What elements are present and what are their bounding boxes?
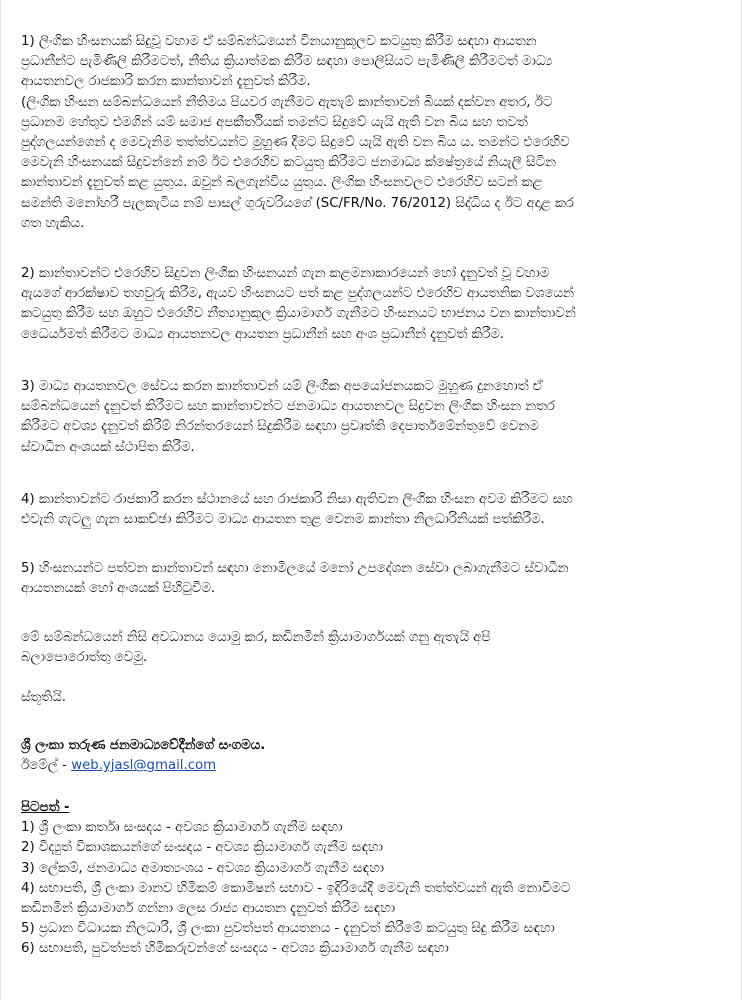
- copies-section: [21, 798, 723, 960]
- item-1-note-line: පුද්ගලයන්ගෙන් ද මෙවැනිම තත්ත්වයන්ට මුහුණ දීමට සිදුවේ යැයි ඇති වන බිය ය. තමන්ට එරෙහිව: [21, 135, 570, 151]
- item-2-line: ඇයගේ ආරක්ෂාව තහවුරු කිරීම, ඇයව හිංසනයට පත් කළ පුද්ගලයන්ට එරෙහිව ආයතනික වශයෙන්: [21, 286, 574, 302]
- item-4-line: එවැනි ගැටලු ගැන සාකච්ඡා කිරීමට මාධ්‍ය ආයතන තුළ වෙනම කාන්තා නිලධාරිනියක් පත්කිරීම.: [21, 512, 545, 528]
- copies-heading: පිටපත් -: [21, 800, 70, 815]
- signature-block: [21, 736, 723, 776]
- copies-item: 1) ශ්‍රී ලංකා කර්තෘ සංසදය - අවශ්‍ය ක්‍රියාමාර්ග ගැනීම සඳහා: [21, 820, 343, 836]
- closing-line: බලාපොරොත්තු වෙමු.: [21, 650, 148, 666]
- item-1-note-line: කාන්තාවන් දැනුවත් කළ යුතුය. ඔවුන් බලගැන්විය යුතුය. ලිංගික හිංසනවලට එරෙහිව සටන් කළ: [21, 175, 543, 191]
- copies-item: 4) සභාපති, ශ්‍රී ලංකා මානව හිමිකම් කොමිෂන් සභාව - ඉදිරියේදී මෙවැනි තත්ත්වයන් ඇති නොවීමට: [21, 880, 571, 896]
- thanks-line: ස්තූතියි.: [21, 690, 66, 705]
- item-5-line: ආයතනයක් හෝ අංශයක් පිහිටුවීම.: [21, 581, 216, 597]
- copies-item: 6) සභාපති, පුවත්පත් හිමිකරුවන්ගේ සංසදය - අවශ්‍ය ක්‍රියාමාර්ග ගැනීම සඳහා: [21, 941, 449, 957]
- organization-name: ශ්‍රී ලංකා තරුණ ජනමාධ්‍යවේදීන්ගේ සංගමය.: [21, 738, 266, 753]
- item-1-note-line: (ලිංගික හිංසන සම්බන්ධයෙන් නීතිමය පියවර ගැනීමට ඇතැම් කාන්තාවන් බියක් දක්වන අතර, ඊට: [21, 94, 553, 110]
- item-2-line: කටයුතු කිරීම සහ ඔහුට එරෙහිව නීත්‍යානුකූල ක්‍රියාමාර්ග ගැනීමට හිංසනයට භාජනය වන කාන්තාවන්: [21, 306, 576, 322]
- closing-paragraph: [21, 628, 723, 668]
- item-1-note-line: මෙවැනි හිංසනයක් සිදුවන්නේ නම් ඊට එරෙහිව කටයුතු කිරීමට ජනමාධ්‍ය ක්ෂේත්‍රයේ නියැලී සිටින: [21, 155, 556, 171]
- item-4-paragraph: [21, 490, 723, 530]
- email-row: [21, 756, 723, 776]
- item-1-note-line: ප්‍රධානම හේතුව එමගින් යම් සමාජ අපකීර්තියක් තමන්ට සිදුවේ යැයි ඇති වන බිය සහ තවත්: [21, 114, 528, 130]
- item-3-paragraph: [21, 377, 723, 458]
- item-1-paragraph: [21, 32, 723, 234]
- email-label: ඊමේල් -: [21, 758, 72, 774]
- email-link[interactable]: web.yjasl@gmail.com: [71, 758, 217, 774]
- item-5-paragraph: [21, 559, 723, 599]
- item-3-line: සම්බන්ධයෙන් දැනුවත් කිරීමට සහ කාන්තාවන්ට ජනමාධ්‍ය ආයතනවල සිදුවන ලිංගික හිංසන නතර: [21, 399, 555, 415]
- copies-item: 2) විද්‍යුත් විකාශකයන්ගේ සංසදය - අවශ්‍ය ක්‍රියාමාර්ග ගැනීම සඳහා: [21, 840, 383, 856]
- item-2-line: ධෛර්යමත් කිරීමට මාධ්‍ය ආයතනවල ආයතන ප්‍රධානීන් සහ අංශ ප්‍රධානීන් දැනුවත් කිරීම.: [21, 326, 505, 342]
- item-1-note-line: ගත හැකිය.: [21, 215, 85, 231]
- thanks-text: [21, 688, 723, 708]
- copies-item: 3) ලේකම්, ජනමාධ්‍ය අමාත්‍යංශය - අවශ්‍ය ක්‍රියාමාර්ග ගැනීම සඳහා: [21, 860, 385, 876]
- item-3-line: 3) මාධ්‍ය ආයතනවල සේවය කරන කාන්තාවන් යම් ලිංගික අපයෝජනයකට මුහුණ දුනහොත් ඒ: [21, 379, 543, 394]
- item-3-line: කිරීමට අවශ්‍ය දැනුවත් කිරීම් නිරන්තරයෙන් සිදුකිරීම සඳහා ප්‍රවෘත්ති දෙපාර්තමේන්තුවේ වෙනම: [21, 419, 539, 435]
- item-3-line: ස්වාධීන අංශයක් ස්ථාපිත කිරීම.: [21, 439, 195, 455]
- copies-item-continuation: කඩිනමින් ක්‍රියාමාර්ග ගන්නා ලෙස රාජ්‍ය ආයතන දැනුවත් කිරීම සඳහා: [21, 901, 396, 917]
- item-2-paragraph: [21, 264, 723, 345]
- item-1-note-line: සමන්ති මනෝහරී පැලකැටිය නම් පාසල් ගුරුවරියගේ (SC/FR/No. 76/2012) සිද්ධිය ද ඊට අදාළ කර: [21, 195, 574, 211]
- copies-item: 5) ප්‍රධාන විධායක නිලධාරී, ශ්‍රී ලංකා පුවත්පත් ආයතනය - දැනුවත් කිරීමේ කටයුතු සිදු කිරීම සඳහා: [21, 921, 555, 937]
- item-4-line: 4) කාන්තාවන්ට රාජකාරි කරන ස්ථානයේ සහ රාජකාරි නිසා ඇතිවන ලිංගික හිංසන අවම කිරීමට සහ: [21, 492, 573, 507]
- item-1-line: ප්‍රධානීන්ට පැමිණිලි කිරීමටත්, නීතිය ක්‍රියාත්මක කිරීම සඳහා පොලිසියට පැමිණිලි කිරීමටත් මාධ්‍ය: [21, 54, 553, 70]
- closing-line: මේ සම්බන්ධයෙන් නිසි අවධානය යොමු කර, කඩිනමින් ක්‍රියාමාර්ගයක් ගනු ඇතැයි අපි: [21, 630, 491, 645]
- item-2-line: 2) කාන්තාවන්ට එරෙහිව සිදුවන ලිංගික හිංසනයන් ගැන කළමනාකාරයෙන් හෝ දැනුවත් වූ වහාම: [21, 266, 550, 281]
- item-5-line: 5) හිංසනයන්ට පත්වන කාන්තාවන් සඳහා නොමිලයේ මනෝ උපදේශන සේවා ලබාගැනීමට ස්වාධීන: [21, 561, 569, 576]
- item-1-line: ආයතනවල රාජකාරි කරන කාන්තාවන් දැනුවත් කිරීම.: [21, 74, 311, 90]
- item-1-line: 1) ලිංගික හිංසනයක් සිදුවූ වහාම ඒ සම්බන්ධයෙන් විනයානුකූලව කටයුතු කිරීම සඳහා ආයතන: [21, 34, 537, 49]
